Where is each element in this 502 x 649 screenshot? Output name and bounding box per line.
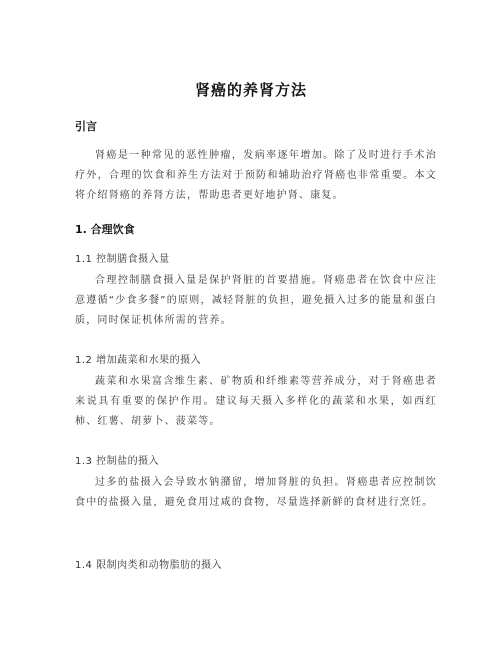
subsection-1-1-heading: 1.1 控制膳食摄入量 — [75, 254, 170, 265]
subsection-1-2-heading: 1.2 增加蔬菜和水果的摄入 — [75, 355, 202, 366]
subsection-1-3-heading: 1.3 控制盐的摄入 — [75, 456, 160, 467]
intro-paragraph: 肾癌是一种常见的恶性肿瘤，发病率逐年增加。除了及时进行手术治疗外，合理的饮食和养生方法对于预防和辅助治疗肾癌也非常重要。本文将介绍肾癌的养肾方法，帮助患者更好地护肾、康复。 — [75, 150, 437, 201]
intro-heading: 引言 — [75, 120, 97, 133]
subsection-1-1-paragraph: 合理控制膳食摄入量是保护肾脏的首要措施。肾癌患者在饮食中应注意遵循“少食多餐”的原则，减轻肾脏的负担，避免摄入过多的能量和蛋白质，同时保证机体所需的营养。 — [75, 275, 437, 326]
page-title: 肾癌的养肾方法 — [194, 81, 307, 99]
subsection-1-4-heading: 1.4 限制肉类和动物脂肪的摄入 — [75, 560, 223, 571]
subsection-1-2-paragraph: 蔬菜和水果富含维生素、矿物质和纤维素等营养成分，对于肾癌患者来说具有重要的保护作用。建议每天摄入多样化的蔬菜和水果，如西红柿、红薯、胡萝卜、菠菜等。 — [75, 376, 437, 427]
section-1-heading: 1. 合理饮食 — [75, 223, 135, 236]
subsection-1-3-paragraph: 过多的盐摄入会导致水钠潴留，增加肾脏的负担。肾癌患者应控制饮食中的盐摄入量，避免食用过咸的食物，尽量选择新鲜的食材进行烹饪。 — [75, 477, 437, 508]
